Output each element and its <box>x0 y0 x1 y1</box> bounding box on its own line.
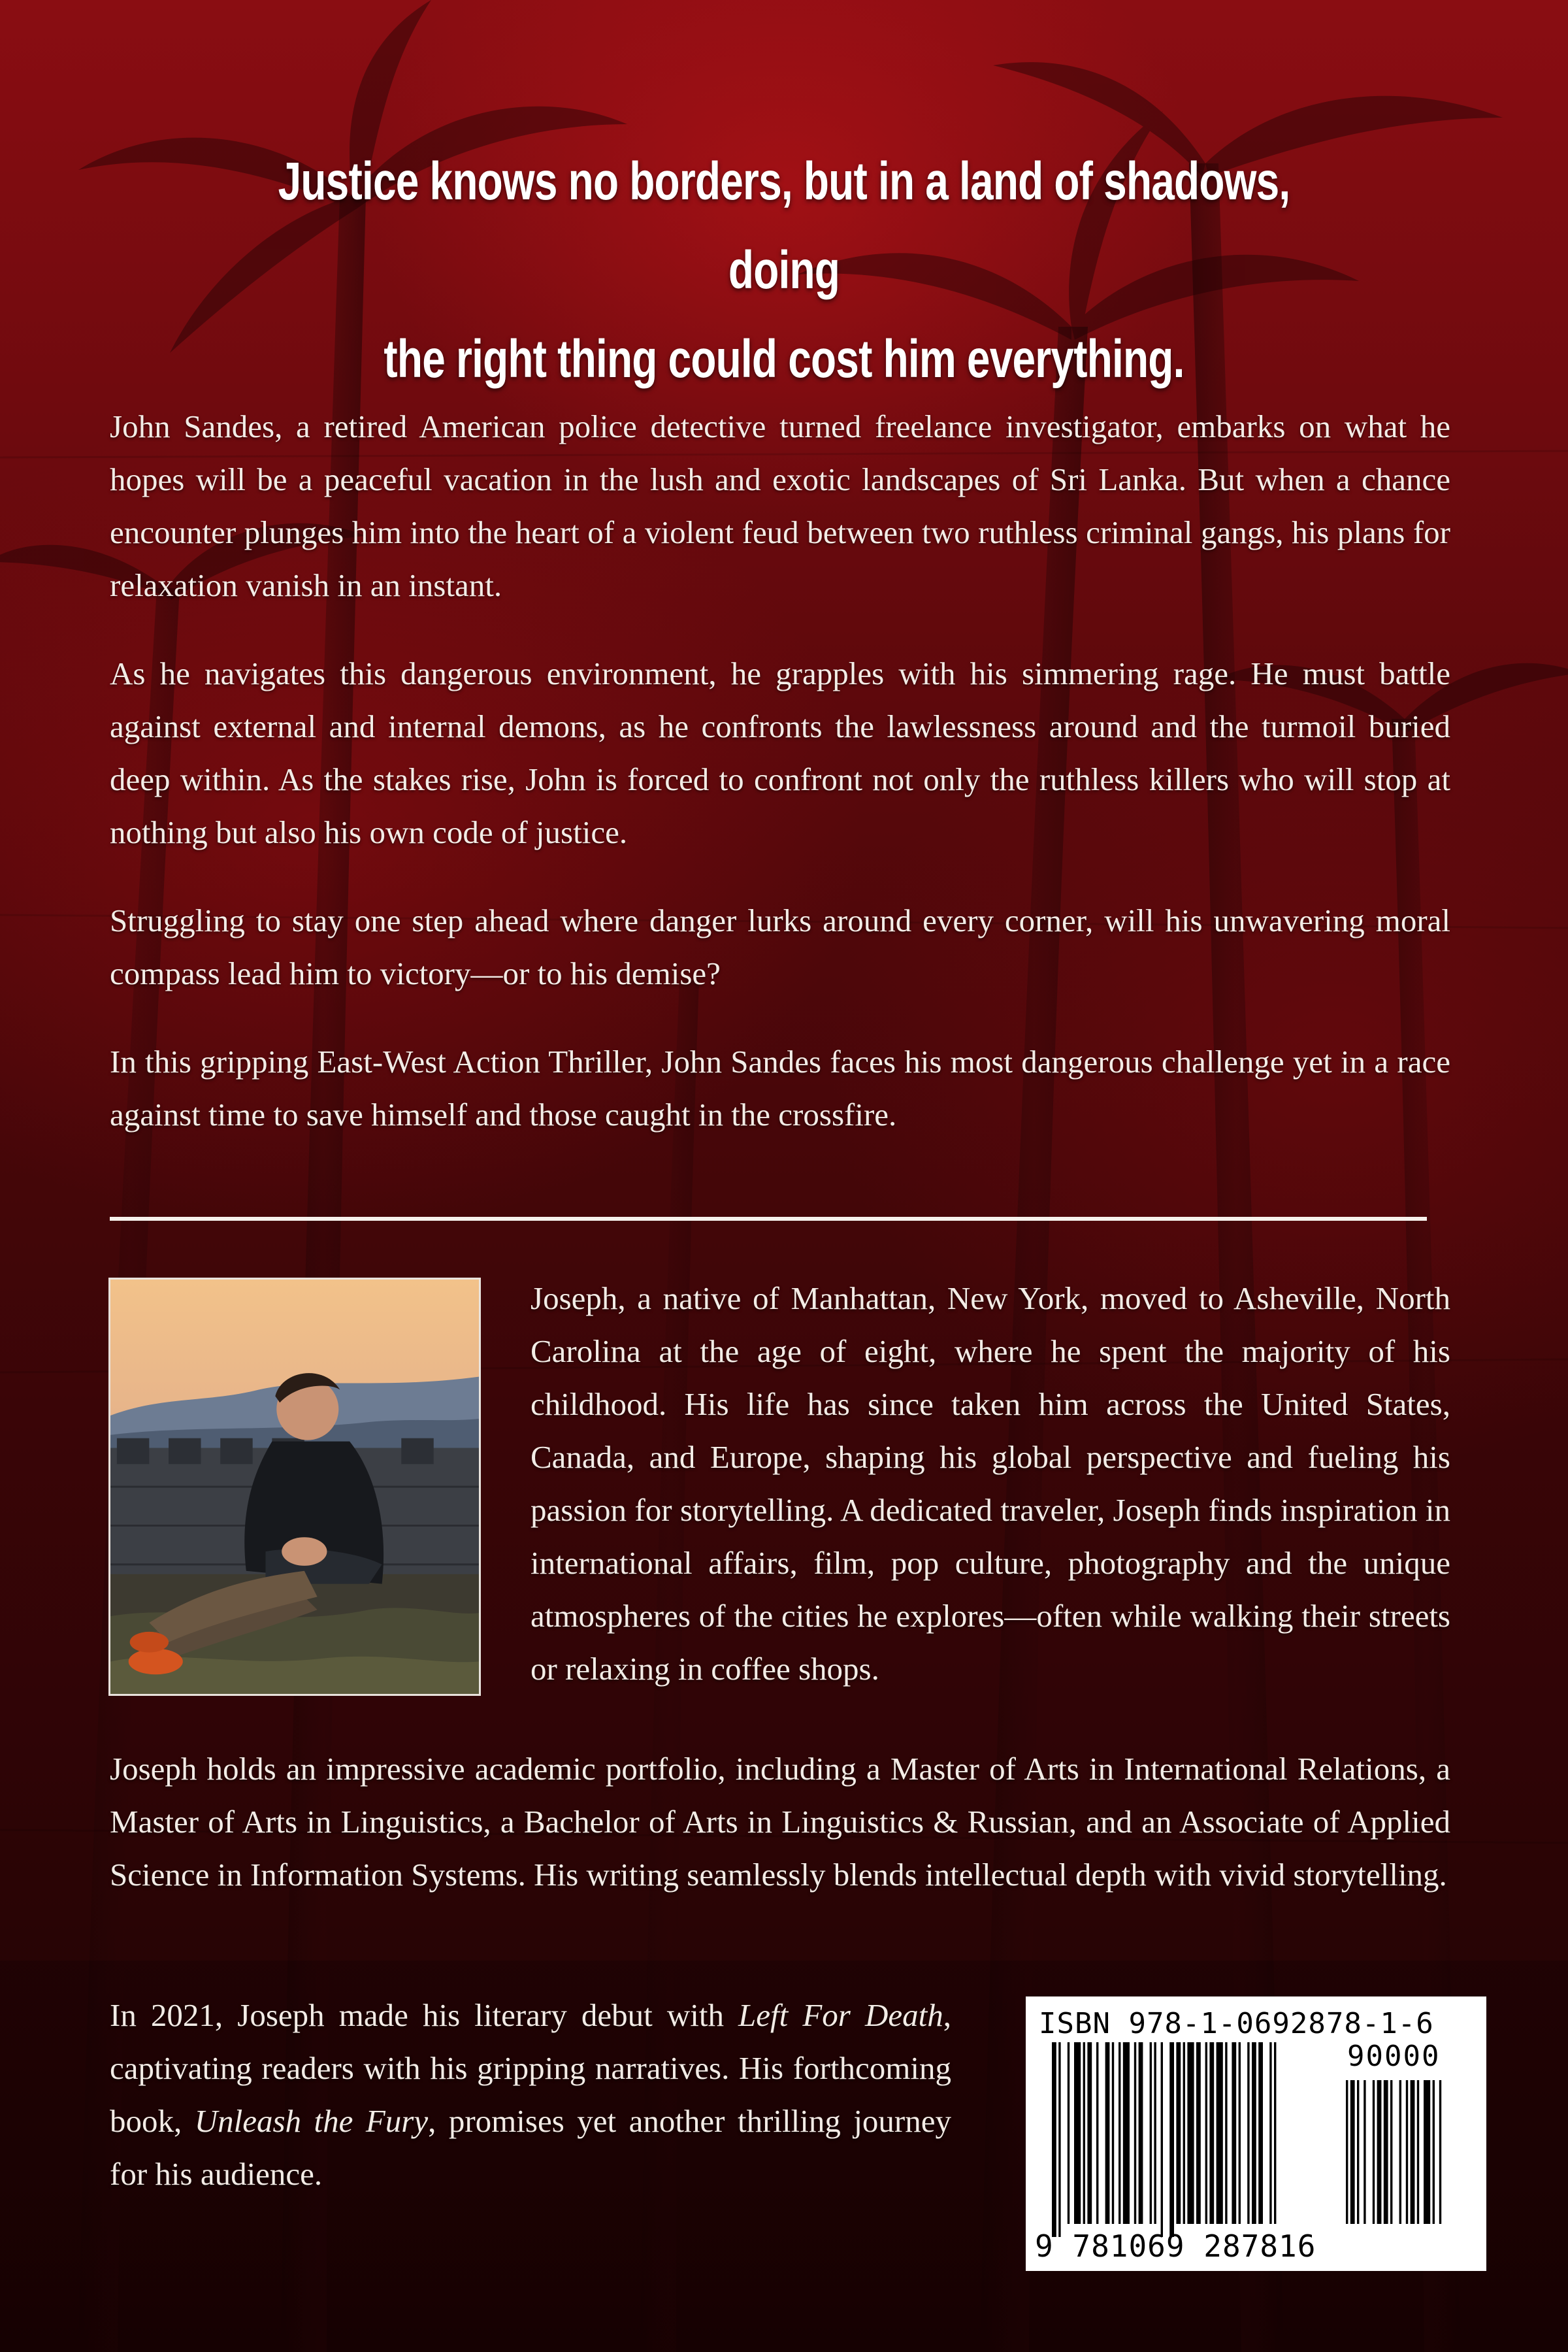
barcode-bar <box>1068 2042 1070 2224</box>
debut-text-1: In 2021, Joseph made his literary debut with <box>110 1997 739 2033</box>
barcode-bar <box>1052 2042 1056 2237</box>
barcode-bar <box>1058 2042 1060 2237</box>
barcode-bar <box>1074 2042 1081 2224</box>
synopsis-paragraph-2: As he navigates this dangerous environment, he grapples with his simmering rage. He must battle against external and internal demons, as he confronts the lawlessness around and the turmoil buried deep within. As the stakes rise, John is forced to confront not only the ruthless killers who will stop at nothing but also his own code of justice. <box>110 655 1450 850</box>
debut-text-3: , promises yet another thrilling journey for his audience. <box>110 2103 952 2192</box>
author-photo <box>108 1278 481 1696</box>
addon-bar <box>1364 2080 1365 2224</box>
barcode-bar <box>1123 2042 1130 2224</box>
tagline-line-1: Justice knows no borders, but in a land of shadows, doing <box>278 152 1290 300</box>
barcode-bar <box>1209 2042 1214 2224</box>
barcode-bar <box>1139 2042 1143 2224</box>
barcode-bar <box>1169 2042 1174 2237</box>
barcode-bar <box>1274 2042 1276 2224</box>
addon-bar <box>1411 2080 1415 2224</box>
barcode-bar <box>1252 2042 1256 2224</box>
book-synopsis <box>110 400 1450 1176</box>
author-debut-paragraph <box>110 1989 951 2200</box>
addon-bar <box>1406 2080 1408 2224</box>
barcode-bar <box>1150 2042 1152 2224</box>
tagline <box>274 137 1294 404</box>
barcode-bar <box>1196 2042 1201 2224</box>
addon-bar <box>1390 2080 1392 2224</box>
barcode-bar <box>1083 2042 1085 2224</box>
barcode-bar <box>1239 2042 1241 2224</box>
barcode-bar <box>1269 2042 1271 2224</box>
synopsis-paragraph-1: John Sandes, a retired American police detective turned freelance investigator, embarks on what he hopes will be a peaceful vacation in the lush and exotic landscapes of Sri Lanka. But when a chance encounter plunges him into the heart of a violent feud between two ruthless criminal gangs, his plans for relaxation vanish in an instant. <box>110 408 1450 603</box>
barcode-bar <box>1119 2042 1120 2224</box>
addon-bar <box>1373 2080 1375 2224</box>
synopsis-paragraph-3: Struggling to stay one step ahead where danger lurks around every corner, will his unwavering moral compass lead him to victory—or to his demise? <box>110 903 1450 991</box>
book-title-left-for-death: Left For Death <box>738 1997 943 2033</box>
barcode-bar <box>1217 2042 1223 2224</box>
synopsis-paragraph-4: In this gripping East-West Action Thriller, John Sandes faces his most dangerous challenge yet in a race against time to save himself and those caught in the crossfire. <box>110 1044 1450 1133</box>
price-addon-code: 90000 <box>1347 2040 1441 2073</box>
addon-bar <box>1377 2080 1382 2224</box>
barcode-bar <box>1134 2042 1136 2224</box>
addon-bar <box>1439 2080 1441 2224</box>
barcode-bar <box>1258 2042 1263 2224</box>
addon-bar <box>1357 2080 1359 2224</box>
ean-number: 9 781069 287816 <box>1035 2228 1316 2264</box>
barcode-bar <box>1205 2042 1207 2224</box>
barcode-bar <box>1161 2042 1163 2237</box>
barcode-bar <box>1087 2042 1092 2224</box>
section-divider <box>110 1217 1427 1221</box>
addon-bar <box>1350 2080 1355 2224</box>
barcode-bar <box>1154 2042 1156 2224</box>
barcode-bar <box>1096 2042 1098 2224</box>
addon-bar <box>1433 2080 1435 2224</box>
barcode-bar <box>1187 2042 1194 2224</box>
barcode-bar <box>1112 2042 1114 2224</box>
addon-bar <box>1424 2080 1430 2224</box>
addon-bar <box>1384 2080 1388 2224</box>
addon-bar <box>1346 2080 1348 2224</box>
isbn-barcode <box>1026 1996 1486 2271</box>
barcode-bar <box>1232 2042 1236 2224</box>
tagline-line-2: the right thing could cost him everything. <box>384 329 1184 389</box>
author-bio-paragraph-1: Joseph, a native of Manhattan, New York, moved to Asheville, North Carolina at the age of eight, where he spent the majority of his childhood. His life has since taken him across the United States, Canada, and Europe, shaping his global perspective and fueling his passion for storytelling. A dedicated traveler, Joseph finds inspiration in international affairs, film, pop culture, photography and the unique atmospheres of the cities he explores—often while walking their streets or relaxing in coffee shops. <box>531 1280 1450 1687</box>
book-title-unleash-the-fury: Unleash the Fury <box>194 2103 429 2139</box>
barcode-bar <box>1225 2042 1227 2224</box>
barcode-bar <box>1247 2042 1249 2224</box>
addon-bar <box>1399 2080 1401 2224</box>
barcode-bar <box>1183 2042 1185 2224</box>
isbn-number: ISBN 978-1-0692878-1-6 <box>1039 2007 1434 2040</box>
author-bio-paragraph-2: Joseph holds an impressive academic portfolio, including a Master of Arts in International Relations, a Master of Arts in Linguistics, a Bachelor of Arts in Linguistics & Russian, and an Associate of Applied Science in Information Systems. His writing seamlessly blends intellectual depth with vivid storytelling. <box>110 1751 1450 1893</box>
barcode-bar <box>1105 2042 1110 2224</box>
barcode-bar <box>1176 2042 1181 2224</box>
addon-bar <box>1417 2080 1419 2224</box>
debut-text-2: , captivating readers with his gripping narratives. His forthcoming book, <box>110 1997 951 2139</box>
